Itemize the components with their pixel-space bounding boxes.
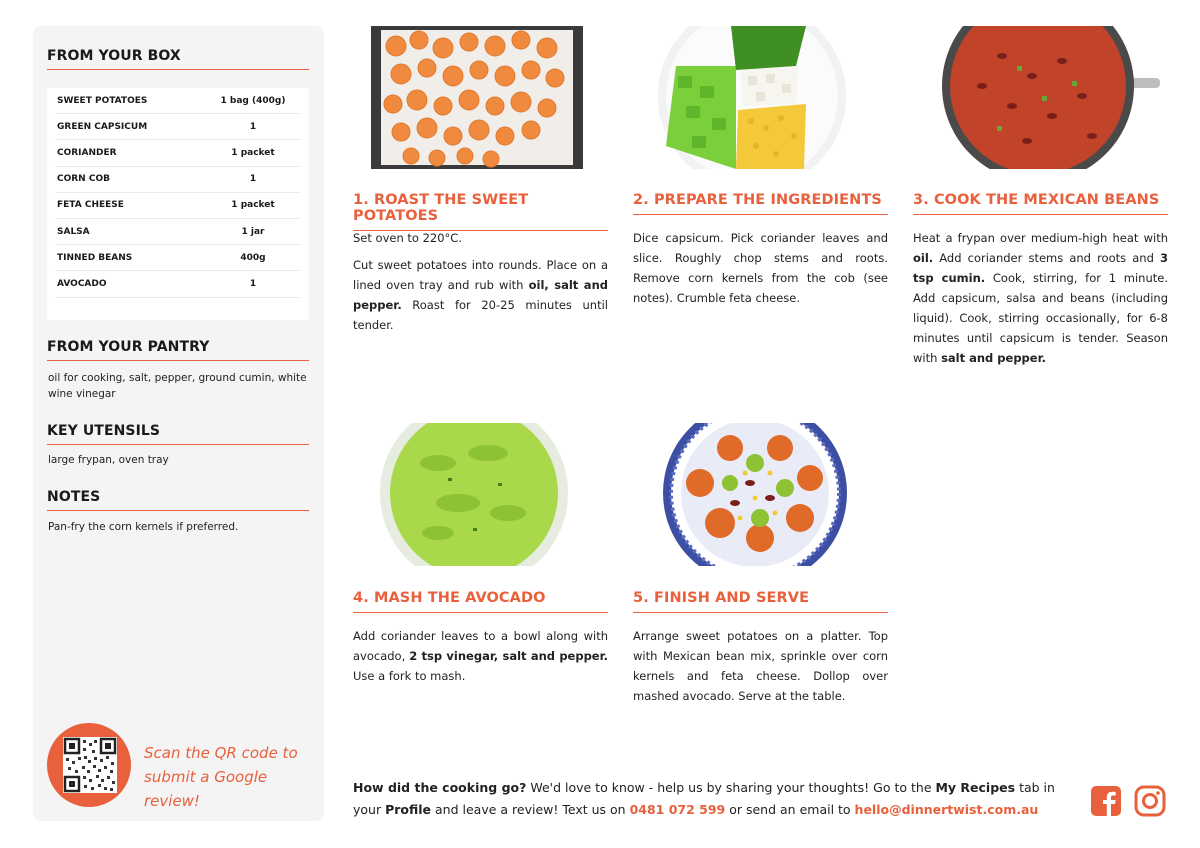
text-bold: 2 tsp vinegar, salt and pepper. [409,649,609,663]
ingredient-name: GREEN CAPSICUM [57,121,148,132]
ingredients-sidebar [33,26,324,821]
step-5-p1: Arrange sweet potatoes on a platter. Top with Mexican bean mix, sprinkle over corn kernels and feta cheese. Dollop over mashed avocado. Serve at the table. [633,629,888,703]
ingredient-name: CORIANDER [57,147,117,158]
ingredient-qty: 1 [249,121,257,132]
table-row [55,271,301,297]
text-run: or send an email to [725,802,855,817]
step-3-p1 [913,228,1168,368]
step-4-title: 4. MASH THE AVOCADO [353,590,608,613]
text-run: tab in your [353,780,1055,817]
step-5-body [633,626,888,713]
pantry-title: FROM YOUR PANTRY [47,339,309,361]
table-row [55,167,301,193]
step-2-body [633,228,888,315]
text-run: Add coriander stems and roots and [933,251,1160,265]
mashed-avocado-bowl-image [378,423,570,570]
pantry-text: oil for cooking, salt, pepper, ground cumin, white wine vinegar [48,372,307,400]
ingredient-qty: 1 [249,278,257,289]
notes-text: Pan-fry the corn kernels if preferred. [48,521,239,533]
text-bold: 3 tsp cumin. [913,251,1168,285]
table-row [55,88,301,114]
ingredient-qty: 400g [240,252,266,263]
ingredient-qty: 1 jar [241,226,265,237]
chopped-vegetables-plate-image [656,26,848,173]
ingredient-name: TINNED BEANS [57,252,133,263]
ingredient-qty: 1 packet [231,200,275,211]
ingredient-name: CORN COB [57,174,110,185]
ingredient-name: SALSA [57,226,90,237]
step-1-p2 [353,255,608,335]
text-run: Heat a frypan over medium-high heat with [913,231,1168,245]
ingredient-qty: 1 [249,174,257,185]
qr-code[interactable] [63,737,117,793]
ingredient-name: FETA CHEESE [57,200,124,211]
sweet-potato-tray-image [371,26,583,173]
ingredients-table [47,88,309,320]
footer-message [353,777,1078,821]
finished-platter-image [660,423,850,570]
text-bold: oil, salt and pepper. [353,278,608,312]
table-row [55,245,301,271]
text-run: Use a fork to mash. [353,669,466,683]
ingredient-qty: 1 bag (400g) [220,95,286,106]
step-3-body [913,228,1168,375]
table-row [55,219,301,245]
text-run: and leave a review! Text us on [431,802,630,817]
utensils-text: large frypan, oven tray [48,454,169,466]
ingredient-name: SWEET POTATOES [57,95,148,106]
step-4-p1 [353,626,608,686]
ingredient-qty: 1 packet [231,147,275,158]
qr-caption-line: Scan the QR code to [144,744,298,762]
my-recipes-label: My Recipes [935,780,1016,795]
table-row [55,193,301,219]
table-row [55,140,301,166]
text-run: Roast for 20-25 minutes until tender. [353,298,608,332]
ingredient-name: AVOCADO [57,278,107,289]
text-run: Cook, stirring, for 1 minute. Add capsicum, salsa and beans (including liquid). Cook, stirring occasionally, for 6-8 minutes until capsicum is tender. Season with [913,271,1168,365]
step-2-title: 2. PREPARE THE INGREDIENTS [633,192,888,215]
step-5-title: 5. FINISH AND SERVE [633,590,888,613]
instagram-icon[interactable] [1134,785,1166,821]
text-run: We'd love to know - help us by sharing your thoughts! Go to the [526,780,936,795]
beans-frypan-image [942,26,1160,173]
step-1-title: 1. ROAST THE SWEET POTATOES [353,192,608,231]
text-bold: salt and pepper. [941,351,1046,365]
step-4-body [353,626,608,693]
qr-caption-line: submit a Google review! [144,768,268,810]
phone-number[interactable]: 0481 072 599 [629,802,726,817]
notes-title: NOTES [47,489,309,511]
step-1-body [353,228,608,342]
table-row [55,114,301,140]
footer-question: How did the cooking go? [353,780,527,795]
utensils-title: KEY UTENSILS [47,423,309,445]
qr-caption [144,741,319,813]
profile-label: Profile [385,802,432,817]
text-run: Cut sweet potatoes into rounds. Place on a lined oven tray and rub with [353,258,608,292]
step-2-p1: Dice capsicum. Pick coriander leaves and slice. Roughly chop stems and roots. Remove corn kernels from the cob (see notes). Crumble feta cheese. [633,231,888,305]
text-bold: oil. [913,251,934,265]
email-link[interactable]: hello@dinnertwist.com.au [854,802,1039,817]
from-box-title: FROM YOUR BOX [47,48,309,70]
facebook-icon[interactable] [1090,785,1122,821]
step-1-p1: Set oven to 220°C. [353,231,462,245]
step-3-title: 3. COOK THE MEXICAN BEANS [913,192,1168,215]
text-run: Add coriander leaves to a bowl along with avocado, [353,629,608,663]
